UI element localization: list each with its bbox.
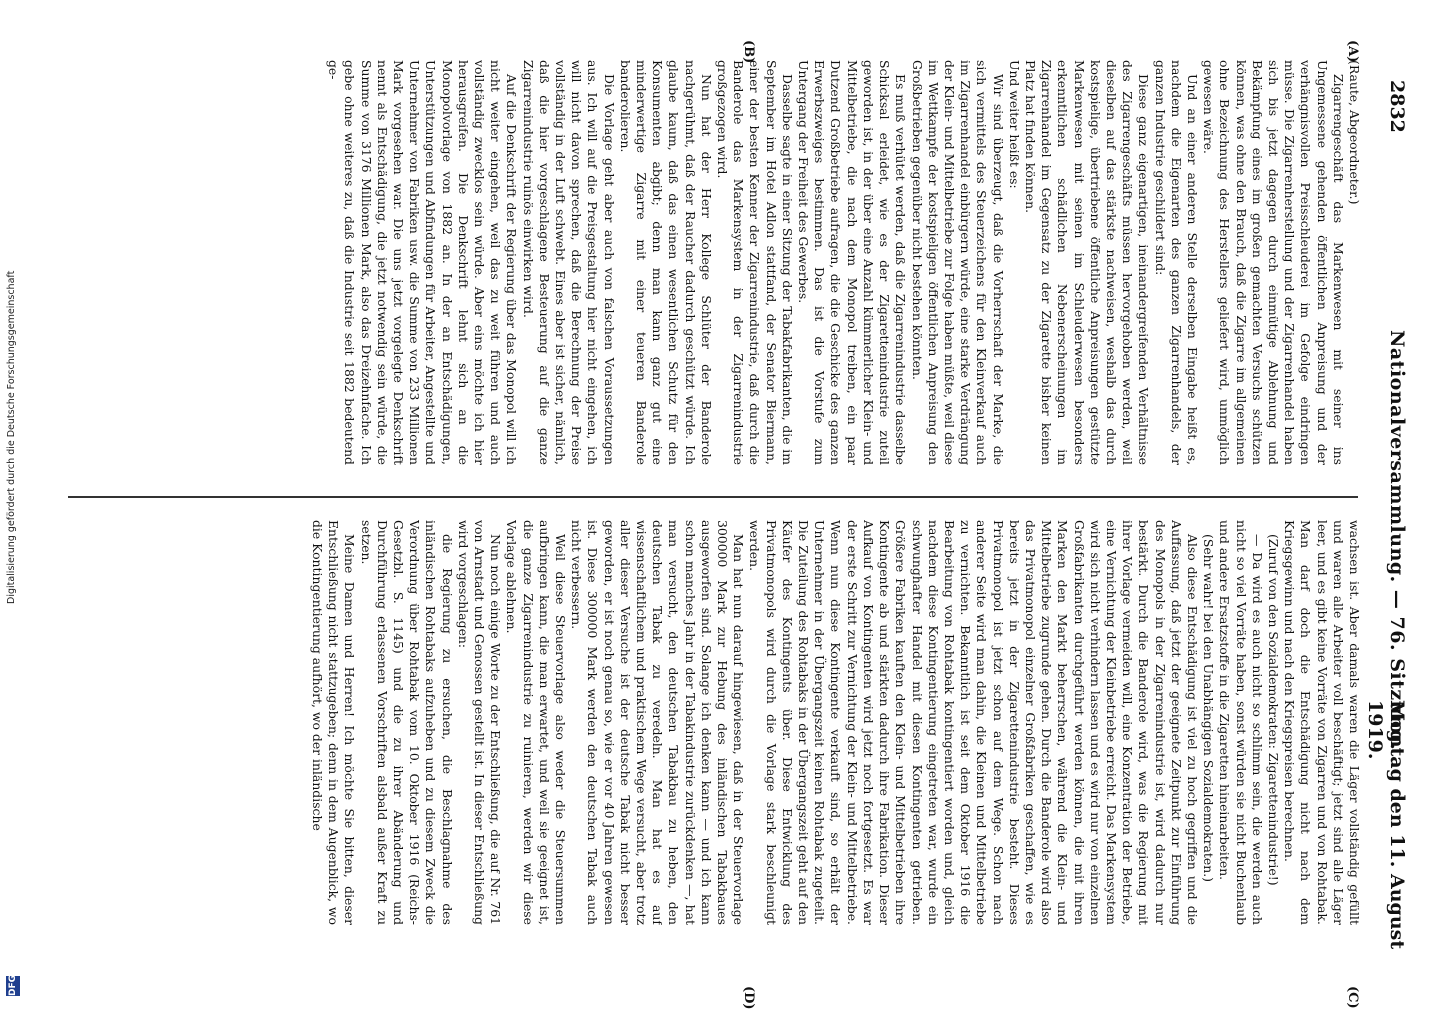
interjection: (Zuruf von den Sozialdemokraten: Zigarettenindustrie!): [1265, 534, 1281, 886]
paragraph: Nun noch einige Worte zu der Entschließung, die auf Nr. 761 von Arnstadt und Genossen gestellt ist. In dieser Entschließung wird vorgeschlagen:: [455, 520, 504, 925]
digitization-credit: Digitalisierung gefördert durch die Deutsche Forschungsgemeinschaft: [6, 270, 17, 604]
paragraph: — Da wird es auch nicht so schlimm sein, die werden auch nicht so viel Vorräte haben, sonst würden sie nicht Buchenlaub und andere Ersatzstoffe in die Zigaretten hineinarbeiten.: [1217, 520, 1265, 925]
paragraph: Man hat nun darauf hingewiesen, daß in der Steuervorlage 300000 Mark zur Hebung des inländischen Tabakbaues ausgeworfen sind. Solange ich denken kann — und ich kann schon manches Jahr in der Tabakindustrie zurückdenken —, hat man versucht, den deutschen Tabakbau zu heben, den deutschen Tabak zu veredeln. Man hat es auf wissenschaftlichem und praktischem Wege versucht, aber trotz aller dieser Versuche ist der deutsche Tabak nicht besser geworden, er ist noch genau so, wie er vor 40 Jahren gewesen ist. Diese 300000 Mark werden den deutschen Tabak auch nicht verbessern.: [569, 520, 747, 925]
margin-marker-b: (B): [741, 40, 756, 64]
paragraph: Dasselbe sagte in einer Sitzung der Tabakfabrikanten, die im September im Hotel Adlon stattfand, der Senator Biermann, einer der besten Kenner der Zigarrenindustrie, daß durch die Banderole das Markensystem in der Zigarrenindustrie großgezogen wird.: [715, 60, 795, 465]
session-date: Montag den 11. August 1919.: [1364, 700, 1408, 950]
speaker-note: (Raute, Abgeordneter.): [1347, 60, 1362, 205]
paragraph: Und an einer anderen Stelle derselben Eingabe heißt es, nachdem die Eigenarten des ganzen Zigarrenhandels, der ganzen Industrie geschildert sind:: [1152, 60, 1200, 465]
margin-marker-a: (A): [1345, 40, 1360, 63]
page-title: Nationalversammlung. — 76. Sitzung.: [1386, 330, 1408, 751]
dfg-logo: DFG: [8, 974, 18, 996]
left-column: [52, 60, 1362, 465]
quoted-resolution: die Regierung zu ersuchen, die Beschlagnahme des inländischen Rohtabaks aufzuheben und zu diesem Zweck die Verordnung über Rohtabak vom 10. Oktober 1916 (Reichs-Gesetzbl. S. 1145) und die zu ihrer Abänderung und Durchführung erlassenen Vorschriften alsbald außer Kraft zu setzen.: [358, 520, 455, 925]
margin-marker-d: (D): [741, 986, 756, 1010]
paragraph: Nun hat der Herr Kollege Schlüter der Banderole nachgerühmt, daß der Raucher dadurch geschützt würde. Ich glaube kaum, daß das einen wesentlichen Schutz für den Konsumenten abgibt; denn man kann ganz gut eine minderwertige Zigarre mit einer teueren Banderole banderolieren.: [617, 60, 714, 465]
paragraph: Zigarrengeschäft das Markenwesen mit seiner ins Ungemessene gehenden öffentlichen Anpreisung und der verhängnisvollen Preisschleuderei im Gefolge eindringen müsse. Die Zigarrenherstellung und der Zigarrenhandel haben sich bis jetzt dagegen durch einmütige Ablehnung und Bekämpfung eines im großen gemachten Versuchs schützen können, was ohne den Brauch, daß die Zigarre im allgemeinen ohne Bezeichnung des Herstellers geliefert wird, unmöglich gewesen wäre.: [1201, 60, 1346, 465]
paragraph: Wir sind überzeugt, daß die Vorherrschaft der Marke, die sich vermittels des Steuerzeichens für den Kleinverkauf auch im Zigarrenhandel einbürgern würde, eine starke Verdrängung der Klein- und Mittelbetriebe zur Folge haben müßte, weil diese im Wettkampfe der kostspieligen öffentlichen Anpreisung den Großbetrieben gegenüber nicht bestehen könnten.: [909, 60, 1006, 465]
page-header: [1364, 0, 1408, 1000]
paragraph: Die Vorlage geht aber auch von falschen Voraussetzungen aus. Ich will auf die Preisgestaltung hier nicht eingehen, ich will nicht davon sprechen, daß die Berechnung der Preise vollständig in der Luft schwebt. Eines aber ist sicher, nämlich, daß die hier vorgeschlagene Besteuerung auf die ganze Zigarrenindustrie ruinös einwirken wird.: [520, 60, 617, 465]
paragraph: Es muß verhütet werden, daß die Zigarrenindustrie dasselbe Schicksal erleidet, wie es der Zigarettenindustrie zuteil geworden ist, in der über eine Anzahl kümmerlicher Klein- und Mittelbetriebe, die nach dem Monopol treiben, ein paar Dutzend Großbetriebe aufragen, die die Geschicke des ganzen Erwerbszweiges bestimmen. Das ist die Vorstufe zum Untergang der Freiheit des Gewerbes.: [796, 60, 909, 465]
paragraph: Diese ganz eigenartigen, ineinandergreifenden Verhältnisse des Zigarrengeschäfts müssen hervorgehoben werden, weil dieselben auf das stärkste nachweisen, weshalb das durch kostspielige, übertriebene öffentliche Anpreisungen gestützte Markenwesen mit seinen im Schleuderwesen besonders erkenntlichen schädlichen Nebenerscheinungen im Zigarrenhandel im Gegensatz zu der Zigarette bisher keinen Platz hat finden können.: [1022, 60, 1152, 465]
paragraph: Also diese Entschädigung ist viel zu hoch gegriffen und die Auffassung, daß jetzt der geeignete Zeitpunkt zur Einführung des Monopols in der Zigarrenindustrie ist, wird dadurch nur bestärkt. Durch die Banderole wird, was die Regierung mit ihrer Vorlage vermeiden will, eine Konzentration der Betriebe, eine Vernichtung der Kleinbetriebe erreicht. Das Markensystem wird sich nicht verhindern lassen und es wird nur von einzelnen Großfabrikanten durchgeführt werden können, die mit ihren Marken den Markt beherrschen, während die Klein- und Mittelbetriebe zugrunde gehen. Durch die Banderole wird also das Privatmonopol einzelner Großfabriken geschaffen, wie es bereits jetzt in der Zigarettenindustrie besteht. Dieses Privatmonopol ist jetzt schon auf dem Wege. Schon nach anderer Seite wird man dahin, die Kleinen und Mittelbetriebe zu vernichten. Bekanntlich ist seit dem Oktober 1916 die Bearbeitung von Rohtabak kontingentiert worden und, gleich nachdem diese Kontingentierung eingetreten war, wurde ein schwunghafter Handel mit diesen Kontingenten getrieben. Größere Fabriken kauften den Klein- und Mittelbetrieben ihre Kontingente ab und stärkten dadurch ihre Fabrikation. Dieser Aufkauf von Kontingenten wird jetzt noch fortgesetzt. Es war der erste Schritt zur Vernichtung der Klein- und Mittelbetriebe. Wenn nun diese Kontingente verkauft sind, so erhält der Unternehmer in der Übergangszeit keinen Rohtabak zugeteilt. Die Zuteilung des Rohtabaks in der Übergangszeit geht auf den Käufer des Kontingents über. Diese Entwicklung des Privatmonopols wird durch die Vorlage stark beschleunigt werden.: [747, 520, 1200, 925]
paragraph: Weil diese Steuervorlage also weder die Steuersummen aufbringen kann, die man erwartet, und weil sie geeignet ist, die ganze Zigarrenindustrie zu ruinieren, werden wir diese Vorlage ablehnen.: [504, 520, 569, 925]
right-column: [52, 520, 1362, 925]
paragraph: Auf die Denkschrift der Regierung über das Monopol will ich nicht weiter eingehen, weil das zu weit führen und auch vollständig zwecklos sein würde. Aber eins möchte ich hier herausgreifen. Die Denkschrift lehnt sich an die Monopolvorlage von 1882 an. In der an Entschädigungen, Unterstützungen und Abfindungen für Arbeiter, Angestellte und Unternehmer von Fabriken usw. die Summe von 233 Millionen Mark vorgesehen war. Die uns jetzt vorgelegte Denkschrift nennt als Entschädigung, die jetzt notwendig sein würde, die Summe von 3176 Millionen Mark, also das Dreizehnfache. Ich gebe ohne weiteres zu, daß die Industrie seit 1882 bedeutend ge-: [326, 60, 520, 465]
column-divider: [68, 496, 1358, 498]
paragraph: Und weiter heißt es:: [1006, 60, 1022, 189]
page-number: 2832: [1386, 80, 1408, 133]
interjection: (Sehr wahr! bei den Unabhängigen Sozialdemokraten.): [1201, 534, 1217, 882]
paragraph: Meine Damen und Herren! Ich möchte Sie bitten, dieser Entschließung nicht stattzugeben; denn in dem Augenblick, wo die Kontingentierung aufhört, wo der inländische: [310, 520, 358, 925]
margin-marker-c: (C): [1345, 986, 1360, 1009]
paragraph: wachsen ist. Aber damals waren die Läger vollständig gefüllt und waren alle Arbeiter voll beschäftigt; jetzt sind alle Läger leer, und es gibt keine Vorräte von Zigarren und von Rohtabak. Man darf doch die Entschädigung nicht nach dem Kriegsgewinn und nach den Kriegspreisen berechnen.: [1282, 520, 1362, 925]
